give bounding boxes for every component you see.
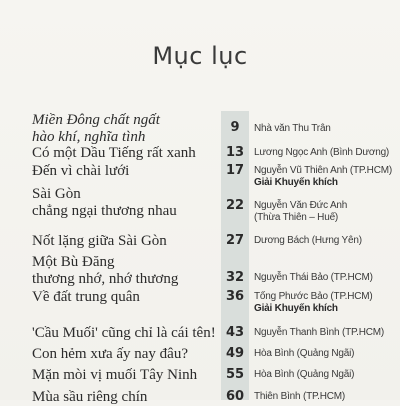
entry-author-region: (Thừa Thiên – Huế) bbox=[254, 212, 339, 223]
entry-title-line: Con hẻm xưa ấy nay đâu? bbox=[32, 346, 188, 362]
entry-author: Dương Bách (Hưng Yên) bbox=[254, 235, 362, 246]
entry-author: Hòa Bình (Quảng Ngãi) bbox=[254, 348, 355, 359]
entry-page-number: 36 bbox=[225, 289, 245, 304]
entry-title-line: chẳng ngại thương nhau bbox=[32, 203, 177, 219]
entry-title bbox=[32, 112, 218, 146]
entry-page-number: 13 bbox=[225, 145, 245, 160]
entry-page-number: 9 bbox=[230, 120, 240, 135]
entry-author: Lương Ngọc Anh (Bình Dương) bbox=[254, 147, 390, 158]
entry-page-number: 22 bbox=[225, 198, 245, 213]
entry-title bbox=[32, 346, 218, 363]
entry-title bbox=[32, 325, 218, 342]
entry-author-block bbox=[254, 291, 400, 315]
entry-title bbox=[32, 186, 218, 220]
entry-title-line: Mùa sầu riêng chín bbox=[32, 389, 148, 405]
entry-author: Nguyễn Vũ Thiên Anh (TP.HCM) bbox=[254, 165, 392, 176]
entry-author: Nguyễn Thanh Bình (TP.HCM) bbox=[254, 327, 385, 338]
entry-title-line: 'Cầu Muối' cũng chỉ là cái tên! bbox=[32, 325, 216, 341]
entry-author: Thiên Bình (TP.HCM) bbox=[254, 391, 346, 402]
entry-author: Tống Phước Bảo (TP.HCM) bbox=[254, 291, 373, 302]
entry-page-number: 49 bbox=[225, 346, 245, 361]
entry-page-number: 32 bbox=[225, 270, 245, 285]
entry-page-number: 43 bbox=[225, 325, 245, 340]
entry-title bbox=[32, 367, 218, 384]
entry-title bbox=[32, 389, 218, 406]
entry-title bbox=[32, 233, 218, 250]
entry-title bbox=[32, 254, 218, 288]
entry-author: Hòa Bình (Quảng Ngãi) bbox=[254, 369, 355, 380]
entry-title-line: Một Bù Đăng bbox=[32, 254, 115, 270]
page-title: Mục lục bbox=[152, 42, 248, 70]
entry-author: Nhà văn Thu Trân bbox=[254, 123, 331, 134]
entry-author-block bbox=[254, 200, 400, 224]
entry-page-number: 17 bbox=[225, 163, 245, 178]
entry-title-line: Sài Gòn bbox=[32, 186, 81, 202]
entry-page-number: 55 bbox=[225, 367, 245, 382]
entry-title bbox=[32, 163, 218, 180]
entry-title-line: Về đất trung quân bbox=[32, 289, 140, 305]
entry-title-line: Nốt lặng giữa Sài Gòn bbox=[32, 233, 167, 249]
entry-title-line: Đến vì chài lưới bbox=[32, 163, 130, 179]
entry-title bbox=[32, 145, 218, 162]
entry-author: Nguyễn Văn Đức Anh bbox=[254, 200, 348, 211]
entry-award: Giải Khuyến khích bbox=[254, 177, 338, 188]
entry-title-line: Miền Đông chất ngất bbox=[32, 112, 160, 128]
entry-title-line: Mặn mòi vị muối Tây Ninh bbox=[32, 367, 198, 383]
entry-award: Giải Khuyến khích bbox=[254, 303, 338, 314]
entry-author: Nguyễn Thái Bảo (TP.HCM) bbox=[254, 272, 373, 283]
entry-title-line: Có một Dầu Tiếng rất xanh bbox=[32, 145, 196, 161]
entry-title-line: thương nhớ, nhớ thương bbox=[32, 271, 179, 287]
entry-author-block bbox=[254, 165, 400, 189]
entry-page-number: 27 bbox=[225, 233, 245, 248]
entry-page-number: 60 bbox=[225, 389, 245, 404]
entry-title-line: hào khí, nghĩa tình bbox=[32, 129, 146, 145]
entry-title bbox=[32, 289, 218, 306]
